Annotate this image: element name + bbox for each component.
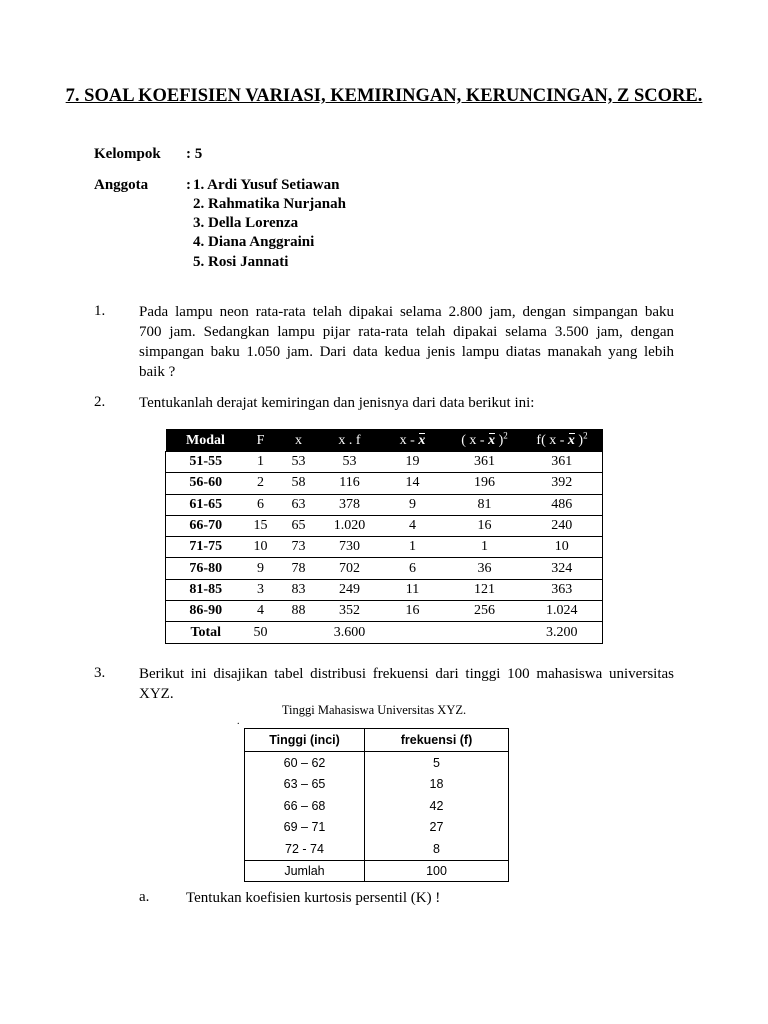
frequency-cell: 27: [365, 817, 509, 839]
q2-number: 2.: [94, 394, 106, 410]
header-x-minus-text: x -: [399, 432, 415, 448]
f-squared-cell: 486: [522, 494, 603, 515]
f-cell: 4: [246, 601, 276, 622]
height-cell: 72 - 74: [245, 838, 365, 860]
frequency-cell: 8: [365, 838, 509, 860]
header-sq-close: ): [498, 432, 504, 448]
f-squared-cell: 392: [522, 473, 603, 494]
header-height: Tinggi (inci): [245, 729, 365, 752]
modal-cell: 86-90: [166, 601, 246, 622]
x-cell: 53: [276, 452, 322, 473]
header-sq-sup: 2: [503, 429, 508, 440]
x-cell: 73: [276, 537, 322, 558]
modal-cell: 81-85: [166, 579, 246, 600]
table-row: [245, 838, 509, 860]
total-dev-empty: [378, 622, 448, 643]
height-cell: 66 – 68: [245, 795, 365, 817]
header-fsq-sup: 2: [583, 429, 588, 440]
table-row: [245, 795, 509, 817]
table-caption: Tinggi Mahasiswa Universitas XYZ.: [281, 703, 467, 717]
member-5: 5. Rosi Jannati: [193, 254, 289, 270]
f-squared-cell: 10: [522, 537, 603, 558]
x-cell: 83: [276, 579, 322, 600]
modal-cell: 76-80: [166, 558, 246, 579]
squared-cell: 256: [448, 601, 522, 622]
q3a-text: Tentukan koefisien kurtosis persentil (K) !: [186, 890, 441, 906]
q1-line-1: Pada lampu neon rata-rata telah dipakai selama 2.800 jam, dengan simpangan baku: [139, 304, 674, 320]
squared-cell: 81: [448, 494, 522, 515]
xbar-symbol: x: [568, 431, 575, 451]
table-row: [245, 752, 509, 774]
xf-cell: 352: [322, 601, 378, 622]
modal-cell: 61-65: [166, 494, 246, 515]
table-row: [245, 774, 509, 796]
x-cell: 65: [276, 515, 322, 536]
header-f: F: [246, 430, 276, 452]
f-squared-cell: 361: [522, 452, 603, 473]
header-fsq-open: f( x -: [536, 432, 565, 448]
q1-line-3: simpangan baku 1.050 jam. Dari data kedua jenis lampu diatas manakah yang lebih: [139, 344, 674, 360]
header-f-squared: [522, 430, 603, 452]
skewness-table: [165, 429, 603, 644]
x-cell: 63: [276, 494, 322, 515]
modal-cell: 66-70: [166, 515, 246, 536]
q3a-label: a.: [139, 889, 150, 905]
q3-line-1: Berikut ini disajikan tabel distribusi frekuensi dari tinggi 100 mahasiswa universitas: [139, 666, 674, 682]
table-row: [166, 473, 603, 494]
table-header-row: [245, 729, 509, 752]
page-title: 7. SOAL KOEFISIEN VARIASI, KEMIRINGAN, KERUNCINGAN, Z SCORE.: [65, 86, 703, 106]
f-cell: 9: [246, 558, 276, 579]
deviation-cell: 9: [378, 494, 448, 515]
member-2: 2. Rahmatika Nurjanah: [193, 196, 346, 212]
table-row: [166, 601, 603, 622]
deviation-cell: 4: [378, 515, 448, 536]
modal-cell: 51-55: [166, 452, 246, 473]
xf-cell: 249: [322, 579, 378, 600]
table-row: [166, 558, 603, 579]
xbar-symbol: x: [418, 431, 425, 451]
modal-cell: 71-75: [166, 537, 246, 558]
frequency-cell: 42: [365, 795, 509, 817]
f-cell: 6: [246, 494, 276, 515]
table-header-row: [166, 430, 603, 452]
table-row: [166, 452, 603, 473]
height-cell: 63 – 65: [245, 774, 365, 796]
q2-text: Tentukanlah derajat kemiringan dan jenisnya dari data berikut ini:: [139, 395, 535, 411]
squared-cell: 196: [448, 473, 522, 494]
table-total-row: [166, 622, 603, 643]
member-1: 1. Ardi Yusuf Setiawan: [193, 177, 340, 193]
total-xf: 3.600: [322, 622, 378, 643]
f-cell: 10: [246, 537, 276, 558]
f-cell: 2: [246, 473, 276, 494]
x-cell: 58: [276, 473, 322, 494]
deviation-cell: 14: [378, 473, 448, 494]
modal-cell: 56-60: [166, 473, 246, 494]
q1-line-4: baik ?: [139, 364, 176, 380]
footer-label: Jumlah: [245, 860, 365, 881]
table-row: [166, 537, 603, 558]
deviation-cell: 6: [378, 558, 448, 579]
member-4: 4. Diana Anggraini: [193, 234, 315, 250]
stray-dot: .: [237, 716, 240, 727]
squared-cell: 121: [448, 579, 522, 600]
f-cell: 15: [246, 515, 276, 536]
anggota-colon: :: [186, 177, 191, 193]
total-fsq: 3.200: [522, 622, 603, 643]
table-row: [166, 515, 603, 536]
q3-number: 3.: [94, 665, 106, 681]
xf-cell: 378: [322, 494, 378, 515]
header-x-minus-xbar: [378, 430, 448, 452]
q3-line-2: XYZ.: [139, 686, 174, 702]
total-f: 50: [246, 622, 276, 643]
f-squared-cell: 324: [522, 558, 603, 579]
header-x: x: [276, 430, 322, 452]
height-frequency-table: [244, 728, 509, 882]
total-x-empty: [276, 622, 322, 643]
f-squared-cell: 363: [522, 579, 603, 600]
xbar-symbol: x: [488, 431, 495, 451]
table-footer-row: [245, 860, 509, 881]
table-row: [245, 817, 509, 839]
f-cell: 3: [246, 579, 276, 600]
header-frequency: frekuensi (f): [365, 729, 509, 752]
kelompok-value: : 5: [186, 146, 203, 162]
deviation-cell: 19: [378, 452, 448, 473]
xf-cell: 730: [322, 537, 378, 558]
table-row: [166, 494, 603, 515]
squared-cell: 1: [448, 537, 522, 558]
f-cell: 1: [246, 452, 276, 473]
xf-cell: 53: [322, 452, 378, 473]
header-xf: x . f: [322, 430, 378, 452]
deviation-cell: 1: [378, 537, 448, 558]
xf-cell: 116: [322, 473, 378, 494]
squared-cell: 361: [448, 452, 522, 473]
squared-cell: 16: [448, 515, 522, 536]
xf-cell: 1.020: [322, 515, 378, 536]
frequency-cell: 18: [365, 774, 509, 796]
q1-number: 1.: [94, 303, 106, 319]
height-cell: 60 – 62: [245, 752, 365, 774]
header-modal: Modal: [166, 430, 246, 452]
total-sq-empty: [448, 622, 522, 643]
header-squared: [448, 430, 522, 452]
table-row: [166, 579, 603, 600]
frequency-cell: 5: [365, 752, 509, 774]
header-fsq-close: ): [578, 432, 584, 448]
member-3: 3. Della Lorenza: [193, 215, 299, 231]
deviation-cell: 16: [378, 601, 448, 622]
footer-value: 100: [365, 860, 509, 881]
x-cell: 78: [276, 558, 322, 579]
total-label: Total: [166, 622, 246, 643]
f-squared-cell: 240: [522, 515, 603, 536]
height-cell: 69 – 71: [245, 817, 365, 839]
anggota-label: Anggota: [94, 177, 149, 193]
f-squared-cell: 1.024: [522, 601, 603, 622]
header-sq-open: ( x -: [461, 432, 485, 448]
x-cell: 88: [276, 601, 322, 622]
kelompok-label: Kelompok: [94, 146, 161, 162]
deviation-cell: 11: [378, 579, 448, 600]
squared-cell: 36: [448, 558, 522, 579]
q1-line-2: 700 jam. Sedangkan lampu pijar rata-rata telah dipakai selama 3.500 jam, dengan: [139, 324, 674, 340]
xf-cell: 702: [322, 558, 378, 579]
